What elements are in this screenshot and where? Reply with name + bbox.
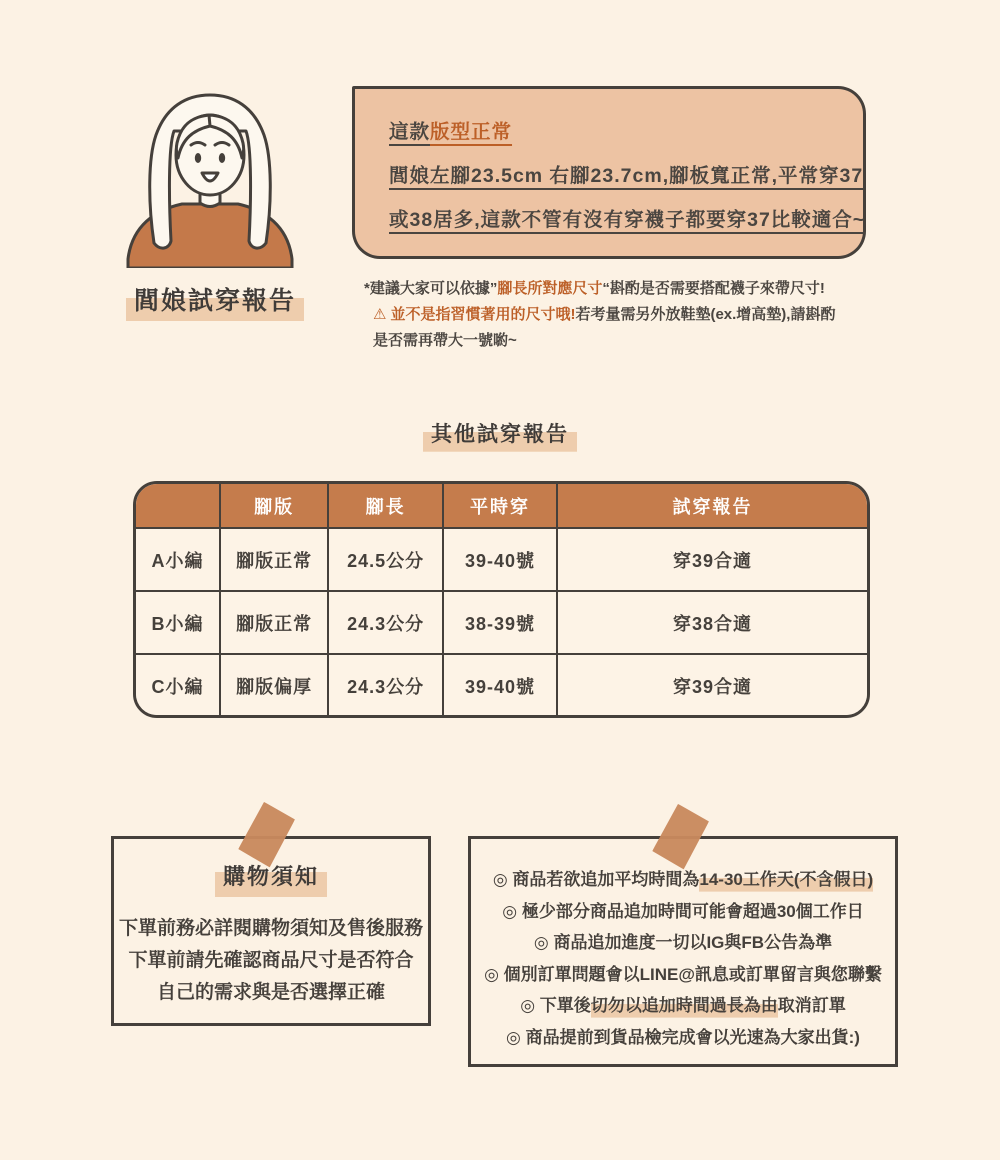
order-note-text: ◎ 個別訂單問題會以LINE@訊息或訂單留言與您聯繫 bbox=[484, 964, 882, 984]
shopping-notice-line: 下單前請先確認商品尺寸是否符合 bbox=[128, 950, 414, 971]
cell-editor: C小編 bbox=[136, 654, 220, 717]
order-note-highlight: 切勿以追加時間過長為由 bbox=[591, 996, 778, 1018]
shopping-notice-body bbox=[114, 913, 428, 1009]
cell-foot-length: 24.3公分 bbox=[328, 591, 443, 654]
order-note-line bbox=[471, 1022, 895, 1054]
order-note-text: ◎ 下單後 bbox=[520, 996, 591, 1015]
fitting-speech-bubble bbox=[352, 86, 866, 259]
header-cell-usual-size: 平時穿 bbox=[443, 484, 557, 528]
cell-editor: B小編 bbox=[136, 591, 220, 654]
order-note-text: ◎ 商品提前到貨品檢完成會以光速為大家出貨:) bbox=[506, 1027, 860, 1047]
table-header-row bbox=[136, 484, 867, 528]
header-cell-blank bbox=[136, 484, 220, 528]
note-line2-emphasis: 並不是指習慣著用的尺寸哦! bbox=[390, 306, 576, 323]
cell-report: 穿39合適 bbox=[557, 654, 867, 717]
cell-usual-size: 38-39號 bbox=[443, 591, 557, 654]
order-note-text: ◎ 商品若欲追加平均時間為 bbox=[492, 870, 700, 889]
cell-usual-size: 39-40號 bbox=[443, 654, 557, 717]
table-row bbox=[136, 591, 867, 654]
cell-editor: A小編 bbox=[136, 528, 220, 591]
cell-foot-shape: 腳版偏厚 bbox=[220, 654, 328, 717]
other-reports-heading bbox=[0, 418, 1000, 448]
note-line1-prefix: *建議大家可以依據” bbox=[364, 280, 498, 297]
cell-foot-length: 24.3公分 bbox=[328, 654, 443, 717]
order-note-line bbox=[471, 927, 895, 959]
note-line1-emphasis: 腳長所對應尺寸 bbox=[497, 280, 603, 297]
table-row bbox=[136, 654, 867, 717]
bubble-line2-text: 閭娘左腳23.5cm 右腳23.7cm,腳板寬正常,平常穿37 bbox=[389, 165, 864, 187]
note-line3-text: 是否需再帶大一號喲~ bbox=[373, 332, 517, 349]
note-line-2 bbox=[364, 302, 894, 328]
fitting-report-table bbox=[133, 481, 870, 718]
note-line-3 bbox=[364, 328, 894, 354]
bubble-line-3 bbox=[389, 198, 866, 242]
bubble-line1-prefix: 這款 bbox=[389, 121, 431, 143]
cell-foot-length: 24.5公分 bbox=[328, 528, 443, 591]
table-row bbox=[136, 528, 867, 591]
reporter-title bbox=[105, 281, 325, 317]
order-note-line bbox=[471, 990, 895, 1022]
header-cell-foot-length: 腳長 bbox=[328, 484, 443, 528]
sizing-note bbox=[364, 276, 894, 354]
note-line-1 bbox=[364, 276, 894, 302]
warning-icon: ⚠ bbox=[373, 306, 387, 323]
bubble-line1-emphasis: 版型正常 bbox=[430, 121, 513, 143]
order-note-line bbox=[471, 896, 895, 928]
shopping-notice-line: 自己的需求與是否選擇正確 bbox=[156, 982, 385, 1003]
order-note-highlight: 14-30工作天(不含假日) bbox=[699, 870, 873, 892]
cell-foot-shape: 腳版正常 bbox=[220, 528, 328, 591]
order-note-text: 取消訂單 bbox=[777, 996, 846, 1015]
cell-usual-size: 39-40號 bbox=[443, 528, 557, 591]
cell-foot-shape: 腳版正常 bbox=[220, 591, 328, 654]
shopping-notice-title: 購物須知 bbox=[215, 860, 327, 897]
cell-report: 穿38合適 bbox=[557, 591, 867, 654]
header-cell-foot-shape: 腳版 bbox=[220, 484, 328, 528]
header-cell-report: 試穿報告 bbox=[557, 484, 867, 528]
order-note-line bbox=[471, 959, 895, 991]
order-notes-box bbox=[468, 836, 898, 1067]
bubble-line-1 bbox=[389, 110, 863, 154]
avatar bbox=[110, 83, 310, 268]
cell-report: 穿39合適 bbox=[557, 528, 867, 591]
note-line2-rest: 若考量需另外放鞋墊(ex.增高墊),請斟酌 bbox=[575, 306, 836, 323]
shopping-notice-line: 下單前務必詳閱購物須知及售後服務 bbox=[118, 918, 423, 939]
order-note-text: ◎ 商品追加進度一切以IG與FB公告為準 bbox=[533, 933, 833, 952]
bubble-line3-text: 或38居多,這款不管有沒有穿襪子都要穿37比較適合~ bbox=[389, 209, 866, 231]
other-reports-heading-text: 其他試穿報告 bbox=[423, 423, 577, 452]
reporter-title-text: 閭娘試穿報告 bbox=[126, 287, 304, 321]
order-note-text: ◎ 極少部分商品追加時間可能會超過30個工作日 bbox=[502, 901, 864, 921]
woman-avatar-icon bbox=[110, 83, 310, 268]
bubble-line-2 bbox=[389, 154, 863, 198]
note-line1-suffix: “斟酌是否需要搭配襪子來帶尺寸! bbox=[602, 280, 825, 297]
